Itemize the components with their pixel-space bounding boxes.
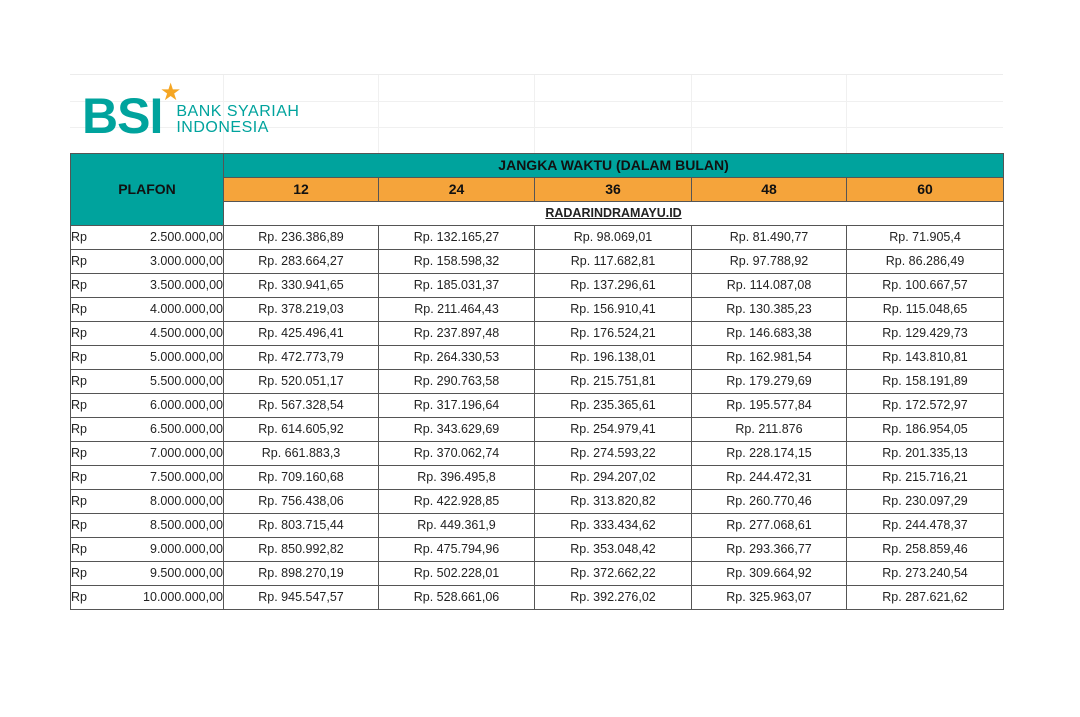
installment-cell: Rp. 396.495,8: [379, 466, 535, 490]
source-label: [224, 202, 1004, 226]
installment-cell: Rp. 176.524,21: [535, 322, 692, 346]
plafon-cell: [71, 250, 224, 274]
installment-cell: Rp. 211.464,43: [379, 298, 535, 322]
installment-cell: Rp. 567.328,54: [224, 394, 379, 418]
installment-cell: Rp. 97.788,92: [692, 250, 847, 274]
installment-cell: Rp. 290.763,58: [379, 370, 535, 394]
spreadsheet: [70, 74, 1003, 610]
installment-cell: Rp. 86.286,49: [847, 250, 1004, 274]
installment-cell: Rp. 185.031,37: [379, 274, 535, 298]
installment-cell: Rp. 378.219,03: [224, 298, 379, 322]
installment-cell: Rp. 372.662,22: [535, 562, 692, 586]
table-body: [71, 226, 1004, 610]
table-row: [71, 490, 1004, 514]
installment-cell: Rp. 237.897,48: [379, 322, 535, 346]
logo-mark-text: BSI: [82, 88, 163, 144]
installment-cell: Rp. 614.605,92: [224, 418, 379, 442]
plafon-amount: 8.000.000,00: [150, 494, 223, 508]
plafon-cell: [71, 538, 224, 562]
installment-cell: Rp. 235.365,61: [535, 394, 692, 418]
installment-cell: Rp. 293.366,77: [692, 538, 847, 562]
installment-cell: Rp. 132.165,27: [379, 226, 535, 250]
logo-row: [70, 74, 1003, 153]
table-row: [71, 250, 1004, 274]
plafon-cell: [71, 346, 224, 370]
installment-cell: Rp. 317.196,64: [379, 394, 535, 418]
installment-cell: Rp. 283.664,27: [224, 250, 379, 274]
installment-cell: Rp. 258.859,46: [847, 538, 1004, 562]
installment-cell: Rp. 211.876: [692, 418, 847, 442]
table-row: [71, 442, 1004, 466]
currency-label: Rp: [71, 350, 87, 364]
installment-cell: Rp. 313.820,82: [535, 490, 692, 514]
plafon-amount: 10.000.000,00: [143, 590, 223, 604]
installment-cell: Rp. 129.429,73: [847, 322, 1004, 346]
installment-cell: Rp. 502.228,01: [379, 562, 535, 586]
installment-cell: Rp. 709.160,68: [224, 466, 379, 490]
installment-cell: Rp. 115.048,65: [847, 298, 1004, 322]
installment-cell: Rp. 343.629,69: [379, 418, 535, 442]
plafon-cell: [71, 466, 224, 490]
plafon-cell: [71, 418, 224, 442]
currency-label: Rp: [71, 470, 87, 484]
table-row: [71, 346, 1004, 370]
installment-cell: Rp. 353.048,42: [535, 538, 692, 562]
installment-cell: Rp. 71.905,4: [847, 226, 1004, 250]
plafon-cell: [71, 226, 224, 250]
star-icon: ★: [159, 79, 181, 106]
table-row: [71, 514, 1004, 538]
currency-label: Rp: [71, 590, 87, 604]
month-header: 60: [847, 178, 1004, 202]
plafon-amount: 4.000.000,00: [150, 302, 223, 316]
installment-cell: Rp. 528.661,06: [379, 586, 535, 610]
installment-cell: Rp. 422.928,85: [379, 490, 535, 514]
installment-cell: Rp. 945.547,57: [224, 586, 379, 610]
installment-cell: Rp. 117.682,81: [535, 250, 692, 274]
installment-cell: Rp. 325.963,07: [692, 586, 847, 610]
installment-cell: Rp. 287.621,62: [847, 586, 1004, 610]
plafon-amount: 9.000.000,00: [150, 542, 223, 556]
installment-cell: Rp. 100.667,57: [847, 274, 1004, 298]
installment-cell: Rp. 330.941,65: [224, 274, 379, 298]
installment-table: [70, 153, 1004, 610]
plafon-amount: 3.500.000,00: [150, 278, 223, 292]
installment-cell: Rp. 850.992,82: [224, 538, 379, 562]
plafon-cell: [71, 394, 224, 418]
table-row: [71, 226, 1004, 250]
month-header: 48: [692, 178, 847, 202]
month-header: 12: [224, 178, 379, 202]
installment-cell: Rp. 472.773,79: [224, 346, 379, 370]
installment-cell: Rp. 201.335,13: [847, 442, 1004, 466]
plafon-amount: 7.500.000,00: [150, 470, 223, 484]
installment-cell: Rp. 475.794,96: [379, 538, 535, 562]
installment-cell: Rp. 215.751,81: [535, 370, 692, 394]
installment-cell: Rp. 228.174,15: [692, 442, 847, 466]
table-row: [71, 394, 1004, 418]
month-header: 24: [379, 178, 535, 202]
plafon-cell: [71, 586, 224, 610]
installment-cell: Rp. 309.664,92: [692, 562, 847, 586]
table-row: [71, 298, 1004, 322]
logo-text: [176, 96, 299, 136]
plafon-cell: [71, 322, 224, 346]
installment-cell: Rp. 81.490,77: [692, 226, 847, 250]
logo-line-2: INDONESIA: [176, 119, 269, 136]
table-row: [71, 370, 1004, 394]
currency-label: Rp: [71, 398, 87, 412]
logo-mark: [82, 79, 181, 144]
plafon-header: PLAFON: [71, 154, 224, 226]
installment-cell: Rp. 294.207,02: [535, 466, 692, 490]
table-row: [71, 586, 1004, 610]
installment-cell: Rp. 179.279,69: [692, 370, 847, 394]
currency-label: Rp: [71, 230, 87, 244]
installment-cell: Rp. 244.472,31: [692, 466, 847, 490]
plafon-cell: [71, 490, 224, 514]
installment-cell: Rp. 370.062,74: [379, 442, 535, 466]
installment-cell: Rp. 273.240,54: [847, 562, 1004, 586]
table-row: [71, 322, 1004, 346]
currency-label: Rp: [71, 278, 87, 292]
plafon-amount: 8.500.000,00: [150, 518, 223, 532]
installment-cell: Rp. 98.069,01: [535, 226, 692, 250]
installment-cell: Rp. 254.979,41: [535, 418, 692, 442]
installment-cell: Rp. 449.361,9: [379, 514, 535, 538]
table-row: [71, 274, 1004, 298]
currency-label: Rp: [71, 254, 87, 268]
installment-cell: Rp. 425.496,41: [224, 322, 379, 346]
plafon-amount: 7.000.000,00: [150, 446, 223, 460]
installment-cell: Rp. 143.810,81: [847, 346, 1004, 370]
currency-label: Rp: [71, 518, 87, 532]
plafon-cell: [71, 562, 224, 586]
installment-cell: Rp. 158.191,89: [847, 370, 1004, 394]
table-row: [71, 466, 1004, 490]
installment-cell: Rp. 277.068,61: [692, 514, 847, 538]
installment-cell: Rp. 898.270,19: [224, 562, 379, 586]
plafon-cell: [71, 298, 224, 322]
table-row: [71, 562, 1004, 586]
plafon-amount: 5.000.000,00: [150, 350, 223, 364]
installment-cell: Rp. 264.330,53: [379, 346, 535, 370]
installment-cell: Rp. 392.276,02: [535, 586, 692, 610]
plafon-amount: 6.500.000,00: [150, 422, 223, 436]
plafon-amount: 3.000.000,00: [150, 254, 223, 268]
installment-cell: Rp. 520.051,17: [224, 370, 379, 394]
term-header: JANGKA WAKTU (DALAM BULAN): [224, 154, 1004, 178]
installment-cell: Rp. 195.577,84: [692, 394, 847, 418]
bsi-logo: [82, 79, 300, 144]
installment-cell: Rp. 146.683,38: [692, 322, 847, 346]
installment-cell: Rp. 130.385,23: [692, 298, 847, 322]
installment-cell: Rp. 196.138,01: [535, 346, 692, 370]
source-text: RADARINDRAMAYU.ID: [545, 206, 682, 220]
installment-cell: Rp. 661.883,3: [224, 442, 379, 466]
currency-label: Rp: [71, 446, 87, 460]
installment-cell: Rp. 137.296,61: [535, 274, 692, 298]
installment-cell: Rp. 236.386,89: [224, 226, 379, 250]
logo-line-1: BANK SYARIAH: [176, 103, 300, 120]
installment-cell: Rp. 756.438,06: [224, 490, 379, 514]
currency-label: Rp: [71, 542, 87, 556]
plafon-amount: 4.500.000,00: [150, 326, 223, 340]
plafon-amount: 2.500.000,00: [150, 230, 223, 244]
plafon-amount: 5.500.000,00: [150, 374, 223, 388]
installment-cell: Rp. 230.097,29: [847, 490, 1004, 514]
installment-cell: Rp. 114.087,08: [692, 274, 847, 298]
currency-label: Rp: [71, 302, 87, 316]
plafon-cell: [71, 514, 224, 538]
table-row: [71, 538, 1004, 562]
currency-label: Rp: [71, 326, 87, 340]
plafon-cell: [71, 274, 224, 298]
installment-cell: Rp. 803.715,44: [224, 514, 379, 538]
installment-cell: Rp. 186.954,05: [847, 418, 1004, 442]
currency-label: Rp: [71, 422, 87, 436]
installment-cell: Rp. 162.981,54: [692, 346, 847, 370]
installment-cell: Rp. 158.598,32: [379, 250, 535, 274]
month-header: 36: [535, 178, 692, 202]
currency-label: Rp: [71, 494, 87, 508]
plafon-amount: 6.000.000,00: [150, 398, 223, 412]
plafon-amount: 9.500.000,00: [150, 566, 223, 580]
table-row: [71, 418, 1004, 442]
currency-label: Rp: [71, 566, 87, 580]
installment-cell: Rp. 274.593,22: [535, 442, 692, 466]
plafon-cell: [71, 370, 224, 394]
plafon-cell: [71, 442, 224, 466]
installment-cell: Rp. 333.434,62: [535, 514, 692, 538]
installment-cell: Rp. 172.572,97: [847, 394, 1004, 418]
installment-cell: Rp. 215.716,21: [847, 466, 1004, 490]
currency-label: Rp: [71, 374, 87, 388]
installment-cell: Rp. 156.910,41: [535, 298, 692, 322]
installment-cell: Rp. 244.478,37: [847, 514, 1004, 538]
installment-cell: Rp. 260.770,46: [692, 490, 847, 514]
